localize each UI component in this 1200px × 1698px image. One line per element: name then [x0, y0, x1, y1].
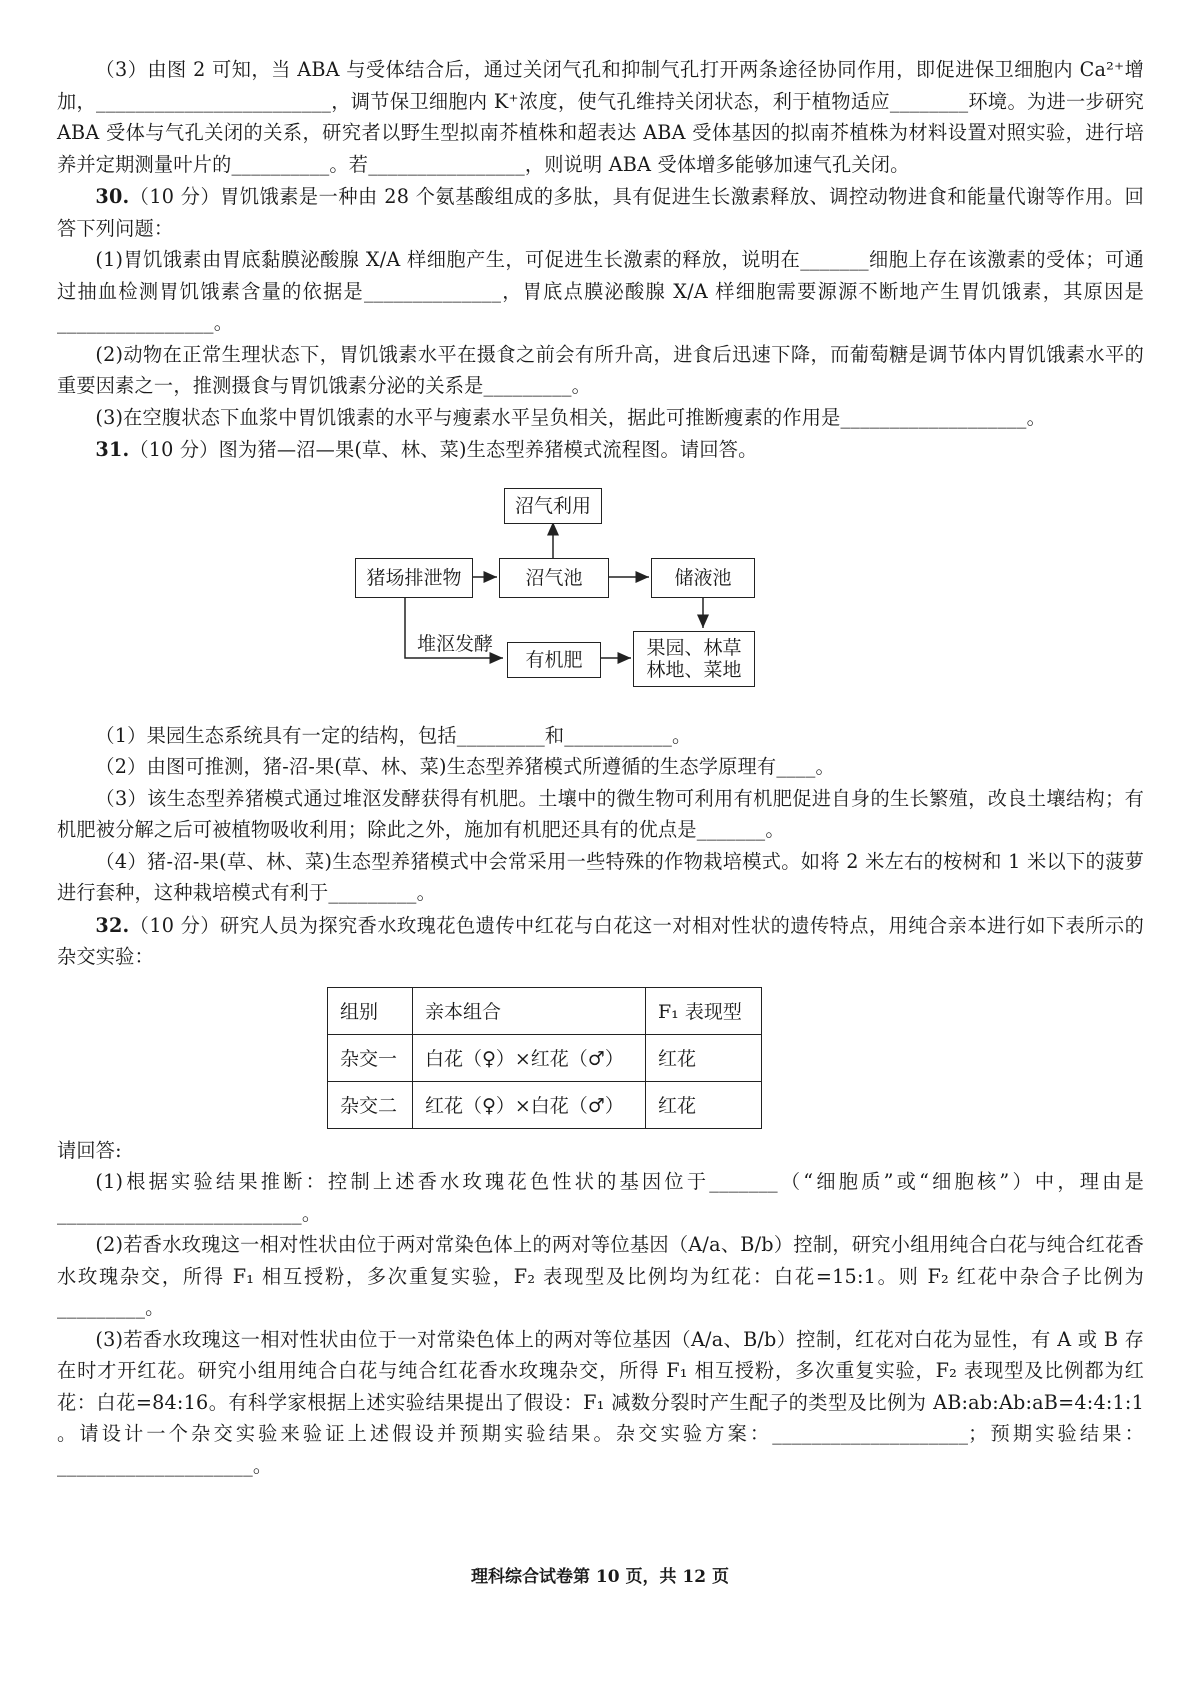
q31-intro [57, 434, 1144, 466]
edge-label-compost: 堆沤发酵 [417, 632, 494, 655]
q30-number: 30. [95, 185, 130, 208]
q30-intro [57, 181, 1144, 244]
node-fields-line1: 果园、林草 [646, 636, 742, 659]
table-cell: 杂交二 [328, 1081, 413, 1128]
q31-number: 31. [95, 438, 130, 461]
q30-part3: (3)在空腹状态下血浆中胃饥饿素的水平与瘦素水平呈负相关，据此可推断瘦素的作用是___________________。 [95, 405, 1046, 429]
q32-number: 32. [95, 913, 130, 937]
flowchart-pig-biogas-fruit [57, 470, 1144, 720]
node-biogas-pool: 沼气池 [499, 558, 609, 598]
node-biogas-use: 沼气利用 [504, 488, 602, 524]
q31-part3: （3）该生态型养猪模式通过堆沤发酵获得有机肥。土壤中的微生物可利用有机肥促进自身的生长繁殖，改良土壤结构；有机肥被分解之后可被植物吸收利用；除此之外，施加有机肥还具有的优点是_______。 [57, 786, 1144, 841]
exam-page [57, 54, 1144, 1481]
table-header-row [328, 987, 762, 1034]
cross-experiment-table [327, 987, 762, 1129]
page-footer: 理科综合试卷第 10 页，共 12 页 [471, 1567, 729, 1587]
node-organic-fertilizer: 有机肥 [507, 642, 601, 678]
node-liquid-pool: 储液池 [651, 558, 755, 598]
q32-intro [57, 910, 1144, 973]
table-header-cell: F₁ 表现型 [646, 987, 762, 1034]
table-cell: 红花 [646, 1034, 762, 1081]
table-header-cell: 亲本组合 [413, 987, 646, 1034]
q31-part1: （1）果园生态系统具有一定的结构，包括_________和___________。 [95, 723, 692, 747]
table-cell: 白花（♀）×红花（♂） [413, 1034, 646, 1081]
table-cell: 杂交一 [328, 1034, 413, 1081]
q32-intro-text: （10 分）研究人员为探究香水玫瑰花色遗传中红花与白花这一对相对性状的遗传特点，用纯合亲本进行如下表所示的杂交实验： [57, 913, 1144, 968]
q30-part1: (1)胃饥饿素由胃底黏膜泌酸腺 X/A 样细胞产生，可促进生长激素的释放，说明在_______细胞上存在该激素的受体；可通过抽血检测胃饥饿素含量的依据是______________，胃底点膜泌酸腺 X/A 样细胞需要源源不断地产生胃饥饿素，其原因是________________。 [57, 248, 1144, 334]
q30-part2: (2)动物在正常生理状态下，胃饥饿素水平在摄食之前会有所升高，进食后迅速下降，而葡萄糖是调节体内胃饥饿素水平的重要因素之一，推测摄食与胃饥饿素分泌的关系是_________。 [57, 342, 1144, 397]
q31-part4: （4）猪-沼-果(草、林、菜)生态型养猪模式中会常采用一些特殊的作物栽培模式。如将 2 米左右的桉树和 1 米以下的菠萝进行套种，这种栽培模式有利于_________。 [57, 849, 1144, 904]
table-row [328, 1034, 762, 1081]
q32-ask: 请回答: [57, 1138, 122, 1162]
q32-part3: (3)若香水玫瑰这一相对性状由位于一对常染色体上的两对等位基因（A/a、B/b）控制，红花对白花为显性，有 A 或 B 存在时才开红花。研究小组用纯合白花与纯合红花香水玫瑰杂交，所得 F₁ 相互授粉，多次重复实验，F₂ 表现型及比例都为红花：白花=84:16。有科学家根据上述实验结果提出了假设：F₁ 减数分裂时产生配子的类型及比例为 AB:ab:Ab:aB=4:4:1:1 。请设计一个杂交实验来验证上述假设并预期实验结果。杂交实验方案：____________________；预期实验结果：____________________。 [57, 1327, 1144, 1477]
table-header-cell: 组别 [328, 987, 413, 1034]
table-cell: 红花 [646, 1081, 762, 1128]
q32-part2: (2)若香水玫瑰这一相对性状由位于两对常染色体上的两对等位基因（A/a、B/b）控制，研究小组用纯合白花与纯合红花香水玫瑰杂交，所得 F₁ 相互授粉，多次重复实验，F₂ 表现型及比例均为红花：白花=15:1。则 F₂ 红花中杂合子比例为_________。 [57, 1233, 1144, 1319]
q30-intro-text: （10 分）胃饥饿素是一种由 28 个氨基酸组成的多肽，具有促进生长激素释放、调控动物进食和能量代谢等作用。回答下列问题： [57, 185, 1144, 240]
table-cell: 红花（♀）×白花（♂） [413, 1081, 646, 1128]
q31-intro-text: （10 分）图为猪—沼—果(草、林、菜)生态型养猪模式流程图。请回答。 [129, 438, 758, 461]
node-fields-line2: 林地、菜地 [646, 658, 742, 681]
q31-part2: （2）由图可推测，猪-沼-果(草、林、菜)生态型养猪模式所遵循的生态学原理有____。 [95, 755, 835, 778]
q32-part1: (1)根据实验结果推断：控制上述香水玫瑰花色性状的基因位于_______（“细胞质”或“细胞核”）中，理由是_________________________。 [57, 1170, 1144, 1225]
node-pig-waste: 猪场排泄物 [355, 558, 473, 598]
node-fields [633, 631, 755, 687]
q29-part3: （3）由图 2 可知，当 ABA 与受体结合后，通过关闭气孔和抑制气孔打开两条途径协同作用，即促进保卫细胞内 Ca²⁺增加，________________________，调节保卫细胞内 K⁺浓度，使气孔维持关闭状态，利于植物适应________环境。为进一步研究 ABA 受体与气孔关闭的关系，研究者以野生型拟南芥植株和超表达 ABA 受体基因的拟南芥植株为材料设置对照实验，进行培养并定期测量叶片的__________。若________________，则说明 ABA 受体增多能够加速气孔关闭。 [57, 58, 1144, 176]
table-row [328, 1081, 762, 1128]
